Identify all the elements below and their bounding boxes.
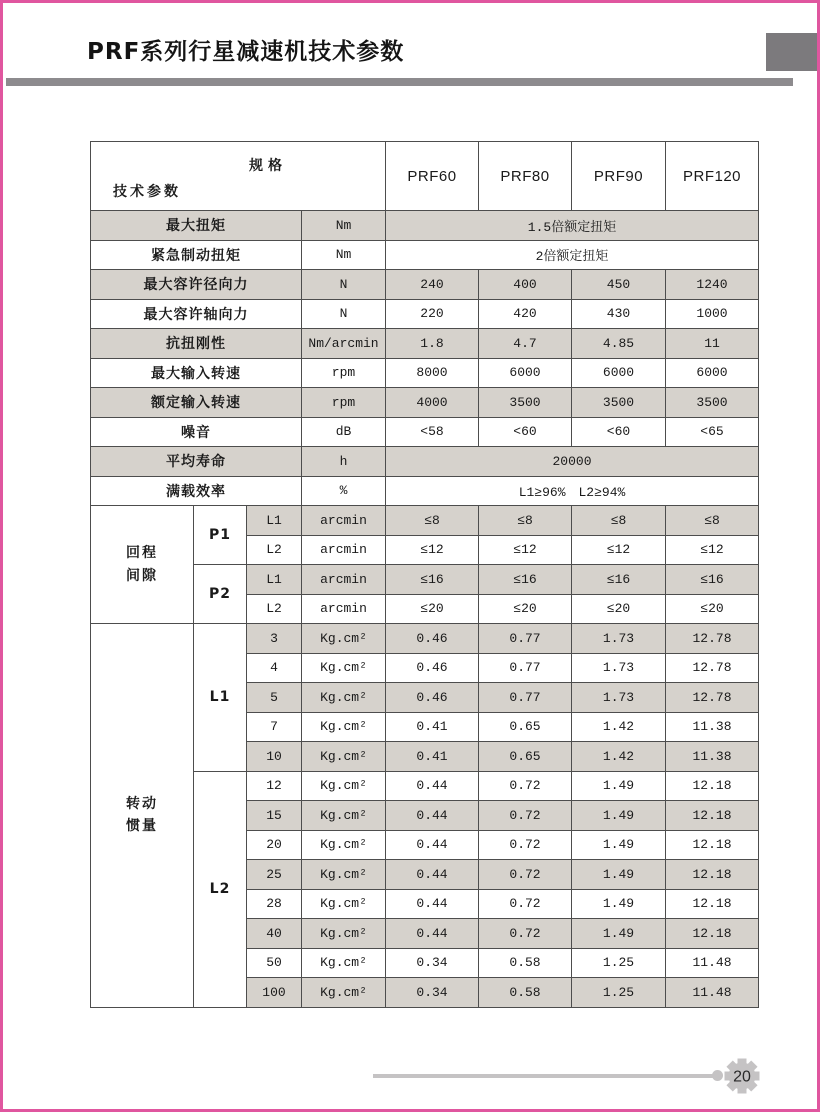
param-label-cell: 最大输入转速 (91, 358, 302, 388)
value-cell: 0.72 (479, 889, 572, 919)
value-cell: 1.25 (572, 948, 666, 978)
value-cell: 6000 (479, 358, 572, 388)
ratio-cell: 5 (247, 683, 302, 713)
column-header: PRF60 (386, 142, 479, 211)
title-underline-bar (6, 78, 793, 86)
unit-cell: Kg.cm² (302, 889, 386, 919)
value-cell: 12.78 (666, 653, 759, 683)
table-corner-cell (91, 142, 386, 211)
value-cell: 12.18 (666, 801, 759, 831)
ratio-cell: 28 (247, 889, 302, 919)
value-cell: 1.49 (572, 801, 666, 831)
sub-label-cell: L2 (247, 594, 302, 624)
group-label-cell: P2 (194, 565, 247, 624)
value-cell: 0.72 (479, 860, 572, 890)
value-cell: 12.18 (666, 830, 759, 860)
span-value-cell: 2倍额定扭矩 (386, 240, 759, 270)
unit-cell: arcmin (302, 594, 386, 624)
value-cell: ≤16 (572, 565, 666, 595)
value-cell: <60 (479, 417, 572, 447)
unit-cell: Kg.cm² (302, 683, 386, 713)
value-cell: 12.78 (666, 624, 759, 654)
value-cell: 0.46 (386, 624, 479, 654)
param-label-cell: 额定输入转速 (91, 388, 302, 418)
value-cell: 8000 (386, 358, 479, 388)
table-row (91, 299, 759, 329)
unit-cell: arcmin (302, 506, 386, 536)
column-header: PRF90 (572, 142, 666, 211)
value-cell: 0.72 (479, 919, 572, 949)
value-cell: 11 (666, 329, 759, 359)
value-cell: 1.25 (572, 978, 666, 1008)
value-cell: 1000 (666, 299, 759, 329)
ratio-cell: 12 (247, 771, 302, 801)
table-row (91, 358, 759, 388)
table-row (91, 270, 759, 300)
ratio-cell: 3 (247, 624, 302, 654)
table-row (91, 240, 759, 270)
page-title: PRF系列行星减速机技术参数 (87, 39, 405, 65)
value-cell: ≤12 (479, 535, 572, 565)
value-cell: 1.49 (572, 860, 666, 890)
span-value-cell: 1.5倍额定扭矩 (386, 211, 759, 241)
value-cell: <65 (666, 417, 759, 447)
value-cell: 0.44 (386, 771, 479, 801)
group-label-cell: L1 (194, 624, 247, 772)
unit-cell: Kg.cm² (302, 830, 386, 860)
value-cell: 0.77 (479, 624, 572, 654)
param-label-cell: 抗扭刚性 (91, 329, 302, 359)
param-label-cell: 最大容许轴向力 (91, 299, 302, 329)
value-cell: 0.44 (386, 801, 479, 831)
unit-cell: Kg.cm² (302, 624, 386, 654)
column-header: PRF120 (666, 142, 759, 211)
value-cell: <58 (386, 417, 479, 447)
value-cell: ≤20 (386, 594, 479, 624)
column-header: PRF80 (479, 142, 572, 211)
value-cell: 12.18 (666, 860, 759, 890)
param-label-cell: 满载效率 (91, 476, 302, 506)
value-cell: 12.18 (666, 889, 759, 919)
value-cell: 4000 (386, 388, 479, 418)
value-cell: 240 (386, 270, 479, 300)
value-cell: 3500 (666, 388, 759, 418)
value-cell: 1.73 (572, 683, 666, 713)
value-cell: 0.72 (479, 801, 572, 831)
table-header-row (91, 142, 759, 211)
value-cell: ≤8 (479, 506, 572, 536)
value-cell: ≤12 (666, 535, 759, 565)
value-cell: 0.46 (386, 653, 479, 683)
ratio-cell: 100 (247, 978, 302, 1008)
group-label-cell: L2 (194, 771, 247, 1007)
unit-cell: rpm (302, 388, 386, 418)
unit-cell: Kg.cm² (302, 653, 386, 683)
value-cell: 430 (572, 299, 666, 329)
value-cell: 0.44 (386, 919, 479, 949)
value-cell: 1.49 (572, 830, 666, 860)
sub-label-cell: L1 (247, 565, 302, 595)
value-cell: 11.38 (666, 712, 759, 742)
table-row (91, 417, 759, 447)
table-row (91, 506, 759, 536)
table-row (91, 447, 759, 477)
value-cell: 0.41 (386, 712, 479, 742)
span-value-cell: 20000 (386, 447, 759, 477)
value-cell: 1.73 (572, 624, 666, 654)
ratio-cell: 10 (247, 742, 302, 772)
ratio-cell: 4 (247, 653, 302, 683)
value-cell: 4.85 (572, 329, 666, 359)
value-cell: 0.44 (386, 830, 479, 860)
corner-decoration-block (766, 33, 820, 71)
value-cell: 11.38 (666, 742, 759, 772)
unit-cell: dB (302, 417, 386, 447)
spec-header-label: 规格 (249, 158, 287, 174)
table-row (91, 211, 759, 241)
value-cell: ≤16 (386, 565, 479, 595)
value-cell: 0.46 (386, 683, 479, 713)
value-cell: 0.72 (479, 830, 572, 860)
value-cell: 6000 (666, 358, 759, 388)
value-cell: 6000 (572, 358, 666, 388)
value-cell: 11.48 (666, 948, 759, 978)
value-cell: ≤12 (572, 535, 666, 565)
value-cell: 0.58 (479, 978, 572, 1008)
unit-cell: Kg.cm² (302, 742, 386, 772)
unit-cell: Kg.cm² (302, 801, 386, 831)
ratio-cell: 40 (247, 919, 302, 949)
value-cell: 400 (479, 270, 572, 300)
ratio-cell: 15 (247, 801, 302, 831)
unit-cell: arcmin (302, 535, 386, 565)
value-cell: 220 (386, 299, 479, 329)
value-cell: 3500 (572, 388, 666, 418)
value-cell: 1.42 (572, 742, 666, 772)
unit-cell: Nm (302, 211, 386, 241)
sub-label-cell: L1 (247, 506, 302, 536)
value-cell: <60 (572, 417, 666, 447)
value-cell: ≤16 (479, 565, 572, 595)
param-header-label: 技术参数 (113, 184, 181, 200)
value-cell: ≤16 (666, 565, 759, 595)
value-cell: 11.48 (666, 978, 759, 1008)
value-cell: ≤20 (479, 594, 572, 624)
unit-cell: Kg.cm² (302, 978, 386, 1008)
unit-cell: Kg.cm² (302, 771, 386, 801)
value-cell: 0.34 (386, 978, 479, 1008)
value-cell: ≤20 (572, 594, 666, 624)
param-label-cell: 平均寿命 (91, 447, 302, 477)
value-cell: 0.44 (386, 860, 479, 890)
ratio-cell: 25 (247, 860, 302, 890)
unit-cell: Nm (302, 240, 386, 270)
value-cell: 0.34 (386, 948, 479, 978)
value-cell: 1.73 (572, 653, 666, 683)
sub-label-cell: L2 (247, 535, 302, 565)
value-cell: 0.77 (479, 653, 572, 683)
value-cell: ≤20 (666, 594, 759, 624)
ratio-cell: 50 (247, 948, 302, 978)
value-cell: ≤8 (386, 506, 479, 536)
unit-cell: arcmin (302, 565, 386, 595)
value-cell: 12.78 (666, 683, 759, 713)
value-cell: 0.77 (479, 683, 572, 713)
ratio-cell: 7 (247, 712, 302, 742)
table-row (91, 624, 759, 654)
param-label-cell: 紧急制动扭矩 (91, 240, 302, 270)
value-cell: 1.49 (572, 889, 666, 919)
unit-cell: Kg.cm² (302, 712, 386, 742)
group-label-cell (91, 624, 194, 1008)
value-cell: 1240 (666, 270, 759, 300)
value-cell: 1.49 (572, 919, 666, 949)
table-row (91, 388, 759, 418)
value-cell: ≤8 (572, 506, 666, 536)
ratio-cell: 20 (247, 830, 302, 860)
value-cell: 0.58 (479, 948, 572, 978)
value-cell: 0.72 (479, 771, 572, 801)
param-label-cell: 最大容许径向力 (91, 270, 302, 300)
unit-cell: Kg.cm² (302, 860, 386, 890)
value-cell: 1.42 (572, 712, 666, 742)
value-cell: 1.8 (386, 329, 479, 359)
value-cell: 3500 (479, 388, 572, 418)
value-cell: 1.49 (572, 771, 666, 801)
group-label-cell: P1 (194, 506, 247, 565)
page-number-gear-icon (724, 1058, 760, 1094)
unit-cell: h (302, 447, 386, 477)
value-cell: 0.41 (386, 742, 479, 772)
unit-cell: % (302, 476, 386, 506)
value-cell: ≤8 (666, 506, 759, 536)
value-cell: 0.65 (479, 742, 572, 772)
footer-dot (712, 1070, 723, 1081)
value-cell: 12.18 (666, 771, 759, 801)
unit-cell: Kg.cm² (302, 919, 386, 949)
value-cell: 0.44 (386, 889, 479, 919)
value-cell: 420 (479, 299, 572, 329)
value-cell: 4.7 (479, 329, 572, 359)
value-cell: 0.65 (479, 712, 572, 742)
footer-rule-line (373, 1074, 718, 1078)
page-number: 20 (733, 1068, 751, 1086)
group-label-cell (91, 506, 194, 624)
value-cell: ≤12 (386, 535, 479, 565)
value-cell: 450 (572, 270, 666, 300)
spec-table (90, 141, 759, 1008)
backlash-group-label: 回程间隙 (126, 545, 158, 584)
param-label-cell: 最大扭矩 (91, 211, 302, 241)
span-value-cell: L1≥96% L2≥94% (386, 476, 759, 506)
table-row (91, 329, 759, 359)
unit-cell: N (302, 270, 386, 300)
unit-cell: Kg.cm² (302, 948, 386, 978)
value-cell: 12.18 (666, 919, 759, 949)
inertia-group-label: 转动惯量 (126, 795, 158, 835)
unit-cell: N (302, 299, 386, 329)
table-row (91, 476, 759, 506)
unit-cell: rpm (302, 358, 386, 388)
unit-cell: Nm/arcmin (302, 329, 386, 359)
param-label-cell: 噪音 (91, 417, 302, 447)
